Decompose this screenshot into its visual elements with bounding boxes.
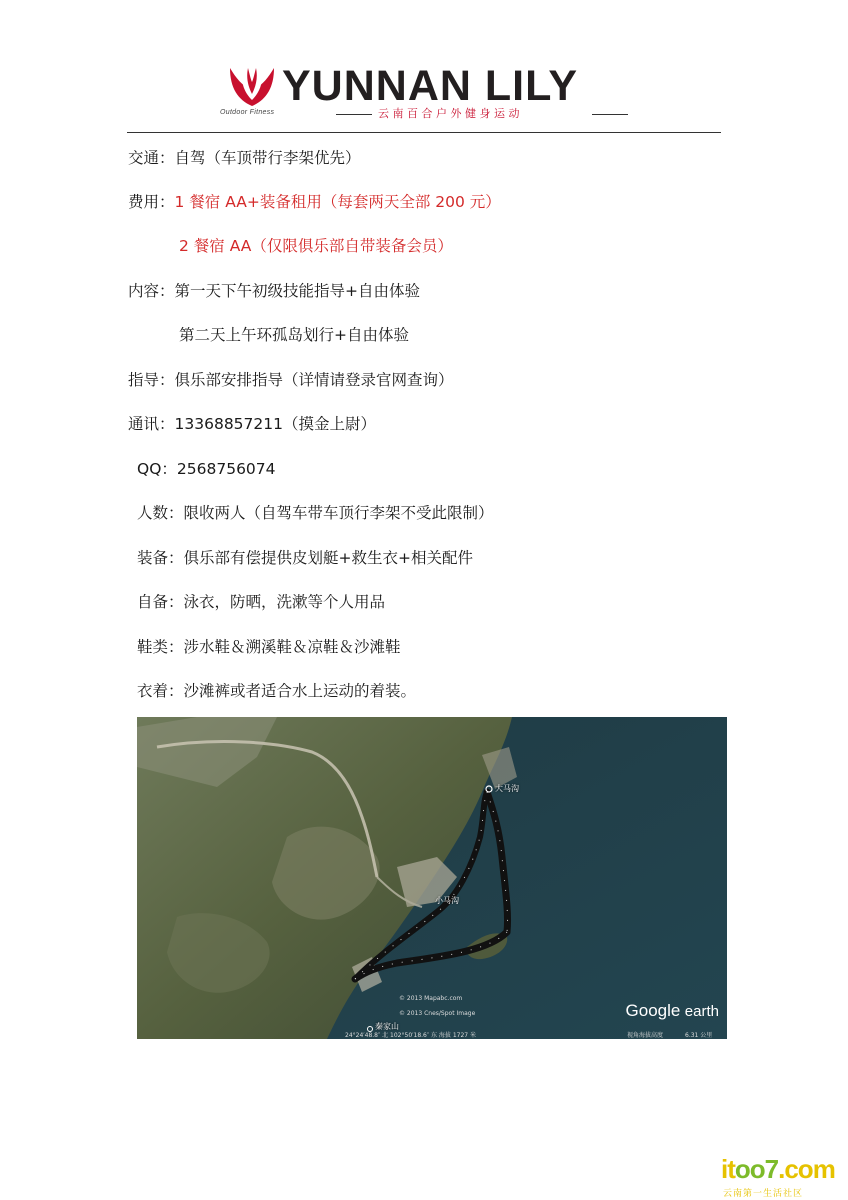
watermark-part-2: oo7	[734, 1154, 779, 1184]
watermark-part-3: .com	[778, 1154, 835, 1184]
info-line-fee	[128, 191, 501, 213]
label-shoes: 鞋类：	[137, 638, 184, 656]
label-qq: QQ：	[137, 460, 177, 478]
logo-subtitle: Outdoor Fitness	[220, 109, 275, 116]
label-bring: 自备：	[137, 593, 184, 611]
lily-flower-icon	[224, 60, 280, 110]
tagline-rule-right	[592, 114, 628, 115]
info-line-transport	[128, 147, 361, 169]
label-contact: 通讯：	[128, 415, 175, 433]
value-content-day-2: 第二天上午环孤岛划行+自由体验	[179, 326, 409, 344]
label-fee: 费用：	[128, 193, 175, 211]
map-copyright-mapabc: © 2013 Mapabc.com	[399, 995, 463, 1002]
watermark-part-1: it	[721, 1154, 735, 1184]
value-transport: 自驾（车顶带行李架优先）	[174, 149, 361, 167]
info-line-contact	[128, 413, 376, 435]
info-line-bring	[137, 591, 385, 613]
tagline-row	[336, 106, 628, 122]
header-divider	[127, 132, 721, 133]
map-view-altitude-label: 视角海拔高度	[627, 1032, 664, 1039]
value-contact-phone: 13368857211（摸金上尉）	[174, 415, 376, 433]
tagline-rule-left	[336, 114, 372, 115]
tagline: 云南百合户外健身运动	[378, 107, 523, 120]
map-terrain	[137, 717, 727, 1039]
value-bring: 泳衣，防晒，洗漱等个人用品	[183, 593, 386, 611]
info-line-clothing	[137, 680, 416, 702]
value-qq: 2568756074	[176, 460, 276, 478]
label-content: 内容：	[128, 282, 175, 300]
info-line-equipment	[137, 547, 473, 569]
value-clothing: 沙滩裤或者适合水上运动的着装。	[183, 682, 417, 700]
watermark-logo	[721, 1154, 835, 1184]
label-headcount: 人数：	[137, 504, 184, 522]
label-transport: 交通：	[128, 149, 175, 167]
map-copyright-spot: © 2013 Cnes/Spot Image	[399, 1010, 476, 1017]
info-line-headcount	[137, 502, 494, 524]
place-label-xiaomagou: 小马沟	[435, 896, 459, 905]
label-equipment: 装备：	[137, 549, 184, 567]
value-headcount: 限收两人（自驾车带车顶行李架不受此限制）	[183, 504, 494, 522]
info-line-shoes	[137, 636, 401, 658]
value-equipment: 俱乐部有偿提供皮划艇+救生衣+相关配件	[183, 549, 473, 567]
google-earth-logo	[626, 1001, 719, 1021]
google-earth-logo-google: Google	[625, 1001, 681, 1020]
value-guidance: 俱乐部安排指导（详情请登录官网查询）	[174, 371, 454, 389]
place-label-damagou: 大马沟	[495, 784, 519, 793]
value-content-day-1: 第一天下午初级技能指导+自由体验	[174, 282, 421, 300]
info-line-content	[128, 280, 420, 302]
map-view-altitude-value: 6.31 公里	[685, 1032, 713, 1039]
satellite-route-map	[137, 717, 727, 1039]
info-line-guidance	[128, 369, 454, 391]
google-earth-logo-earth: earth	[684, 1003, 719, 1020]
map-coordinates: 24°24′48.8″ 北 102°50′18.6″ 东 海拔 1727 米	[345, 1032, 476, 1039]
brand-name: YUNNAN LILY	[282, 62, 579, 110]
watermark-subtitle: 云南第一生活社区	[723, 1189, 804, 1199]
club-logo	[220, 58, 630, 124]
value-fee-option-1: 1 餐宿 AA+装备租用（每套两天全部 200 元）	[174, 193, 501, 211]
place-label-qinjiashan: 秦家山	[375, 1022, 399, 1031]
site-watermark	[721, 1154, 847, 1200]
label-guidance: 指导：	[128, 371, 175, 389]
value-fee-option-2: 2 餐宿 AA（仅限俱乐部自带装备会员）	[179, 237, 453, 255]
value-shoes: 涉水鞋＆溯溪鞋＆凉鞋＆沙滩鞋	[183, 638, 401, 656]
label-clothing: 衣着：	[137, 682, 184, 700]
info-line-qq	[137, 458, 276, 480]
